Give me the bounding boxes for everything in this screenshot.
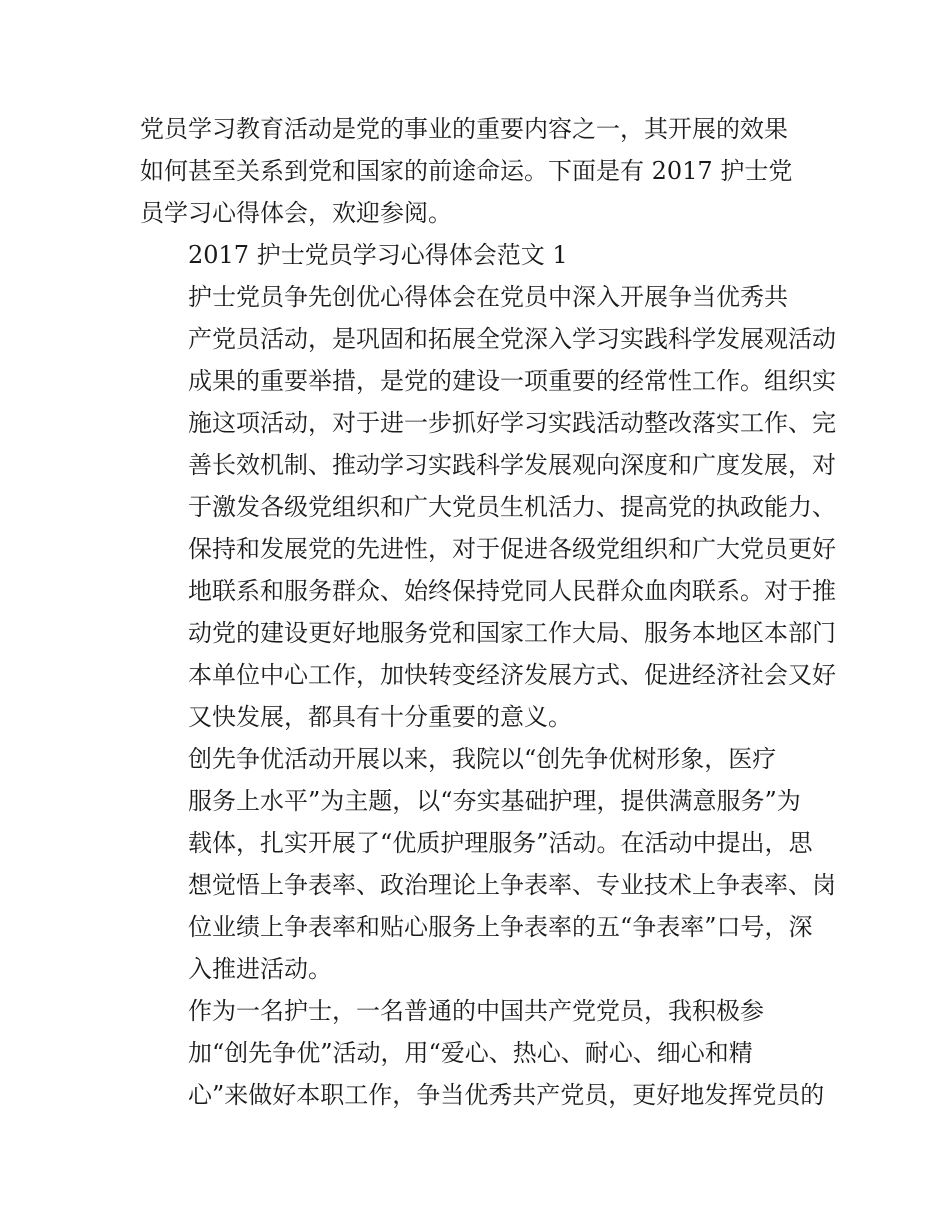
text-line: 保持和发展党的先进性，对于促进各级党组织和广大党员更好 bbox=[188, 535, 836, 563]
text-line: 党员学习教育活动是党的事业的重要内容之一，其开展的效果 bbox=[140, 115, 788, 143]
text-line: 动党的建设更好地服务党和国家工作大局、服务本地区本部门 bbox=[188, 619, 836, 647]
body-paragraph-3 bbox=[140, 990, 825, 1116]
section-title: 2017 护士党员学习心得体会范文 1 bbox=[188, 241, 568, 269]
text-line: 创先争优活动开展以来，我院以“创先争优树形象，医疗 bbox=[188, 745, 777, 773]
text-line: 心”来做好本职工作，争当优秀共产党员，更好地发挥党员的 bbox=[188, 1081, 825, 1109]
text-line: 施这项活动，对于进一步抓好学习实践活动整改落实工作、完 bbox=[188, 409, 836, 437]
text-line: 本单位中心工作，加快转变经济发展方式、促进经济社会又好 bbox=[188, 661, 836, 689]
document-body bbox=[140, 108, 836, 1116]
text-line: 入推进活动。 bbox=[188, 955, 332, 983]
text-line: 加“创先争优”活动，用“爱心、热心、耐心、细心和精 bbox=[188, 1039, 753, 1067]
text-line: 作为一名护士，一名普通的中国共产党党员，我积极参 bbox=[188, 997, 764, 1025]
text-line: 员学习心得体会，欢迎参阅。 bbox=[140, 199, 452, 227]
text-line: 善长效机制、推动学习实践科学发展观向深度和广度发展，对 bbox=[188, 451, 836, 479]
body-paragraph-2 bbox=[140, 738, 836, 990]
text-line: 想觉悟上争表率、政治理论上争表率、专业技术上争表率、岗 bbox=[188, 871, 836, 899]
text-line: 位业绩上争表率和贴心服务上争表率的五“争表率”口号，深 bbox=[188, 913, 813, 941]
text-line: 如何甚至关系到党和国家的前途命运。下面是有 2017 护士党 bbox=[140, 157, 793, 185]
intro-paragraph bbox=[140, 108, 812, 234]
text-line: 于激发各级党组织和广大党员生机活力、提高党的执政能力、 bbox=[188, 493, 836, 521]
text-line: 产党员活动，是巩固和拓展全党深入学习实践科学发展观活动 bbox=[188, 325, 836, 353]
body-paragraph-1 bbox=[140, 276, 836, 738]
text-line: 护士党员争先创优心得体会在党员中深入开展争当优秀共 bbox=[188, 283, 788, 311]
text-line: 成果的重要举措，是党的建设一项重要的经常性工作。组织实 bbox=[188, 367, 836, 395]
text-line: 又快发展，都具有十分重要的意义。 bbox=[188, 703, 572, 731]
text-line: 地联系和服务群众、始终保持党同人民群众血肉联系。对于推 bbox=[188, 577, 836, 605]
text-line: 服务上水平”为主题，以“夯实基础护理，提供满意服务”为 bbox=[188, 787, 801, 815]
text-line: 载体，扎实开展了“优质护理服务”活动。在活动中提出，思 bbox=[188, 829, 813, 857]
